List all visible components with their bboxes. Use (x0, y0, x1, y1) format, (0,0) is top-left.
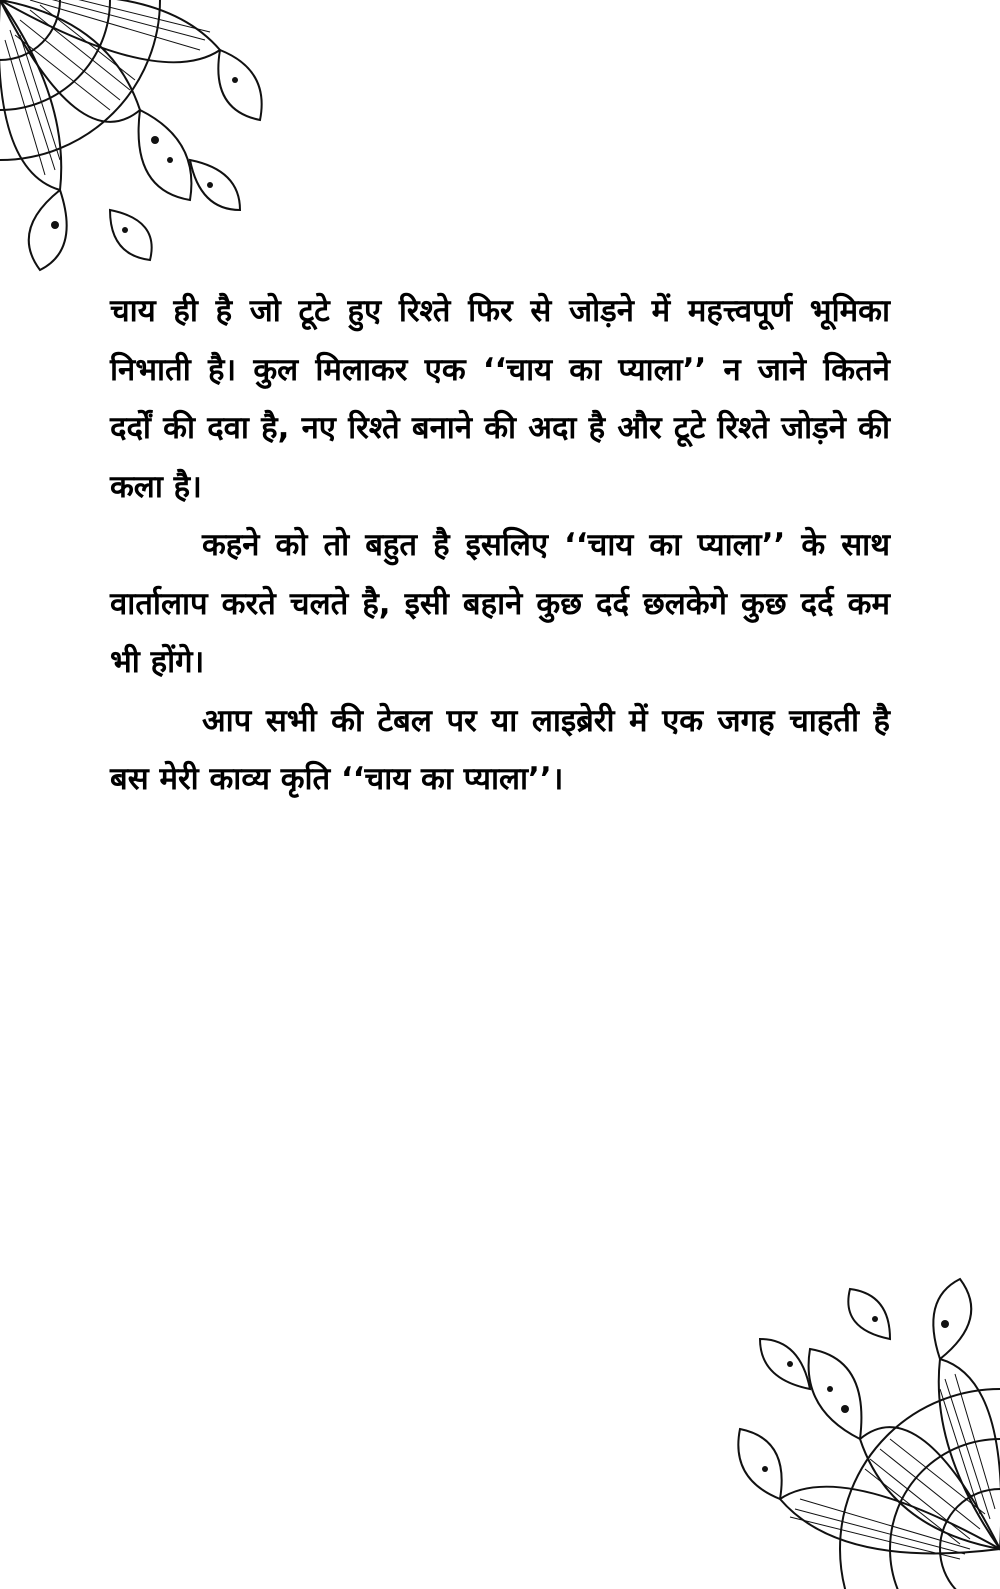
text-line: बस मेरी काव्य कृति ‘‘चाय का प्याला’’। (110, 761, 564, 797)
mandala-ornament-top-left-icon (0, 0, 300, 280)
text-line: भी होंगे। (110, 644, 205, 680)
mandala-ornament-bottom-right-icon (700, 1249, 1000, 1589)
paragraph-2 (110, 516, 890, 692)
text-line: दर्दों की दवा है, नए रिश्ते बनाने की अदा है और टूटे रिश्ते जोड़ने की (110, 410, 890, 446)
text-line: कहने को तो बहुत है इसलिए ‘‘चाय का प्याला’’ के साथ (202, 527, 890, 563)
text-line: निभाती है। कुल मिलाकर एक ‘‘चाय का प्याला’’ न जाने कितने (110, 351, 890, 388)
text-line: आप सभी की टेबल पर या लाइब्रेरी में एक जगह चाहती है (202, 702, 890, 739)
text-line: वार्तालाप करते चलते है, इसी बहाने कुछ दर्द छलकेगे कुछ दर्द कम (110, 585, 890, 622)
body-text (110, 282, 890, 809)
paragraph-3 (110, 692, 890, 809)
paragraph-1 (110, 282, 890, 516)
text-line: चाय ही है जो टूटे हुए रिश्ते फिर से जोड़ने में महत्त्वपूर्ण भूमिका (110, 293, 890, 329)
text-line: कला है। (110, 468, 202, 505)
